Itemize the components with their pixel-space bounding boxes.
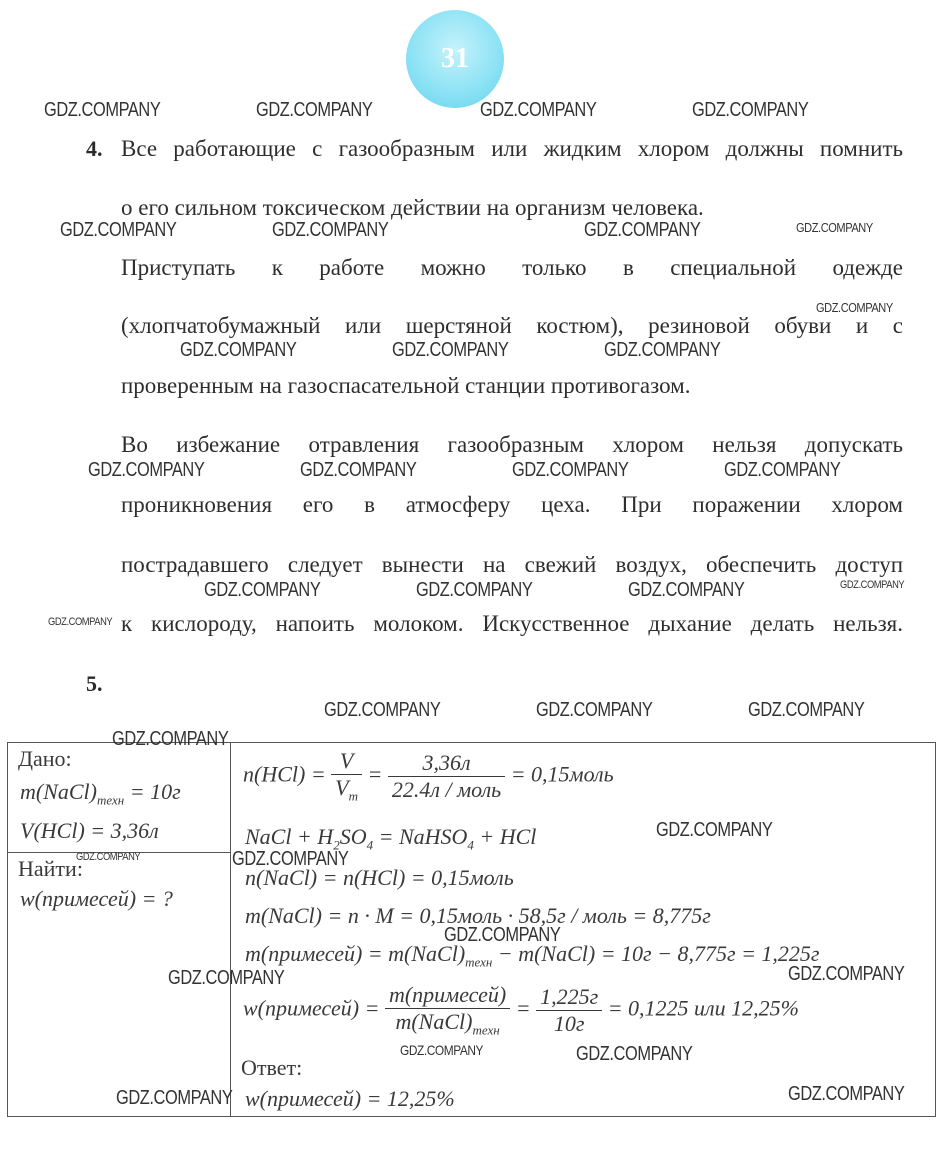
watermark: GDZ.COMPANY [584, 219, 701, 241]
equation-reaction: NaCl + $H_2SO_4$ = NaHSO$_4$ + HCl [245, 824, 537, 853]
equation-moles-hcl: n(HCl) = $\frac{V}{V_m}$ = $\frac{3,36л}{\text{22.4л / моль}}$ = 0,15моль [243, 748, 614, 804]
given-mass: $m(NaCl)_{техн} = 10г$ [20, 779, 181, 808]
watermark: GDZ.COMPANY [416, 579, 533, 601]
watermark: GDZ.COMPANY [232, 848, 349, 870]
watermark: GDZ.COMPANY [324, 699, 441, 721]
equation-moles-nacl: n(NaCl) = n(HCl) = 0,15моль [245, 865, 514, 890]
watermark: GDZ.COMPANY [168, 967, 285, 989]
task4-line-1: Все работающие с газообразным или жидким хлором должны помнить [121, 136, 903, 161]
equation-mass-fraction: w(примесей) = $\frac{\text{m(примесей)}}{m(NaCl)_{техн}}$ = $\frac{1,225г}{10г}$ = 0,1225 или 12,25% [243, 982, 799, 1038]
watermark: GDZ.COMPANY [512, 459, 629, 481]
watermark: GDZ.COMPANY [76, 851, 141, 863]
watermark: GDZ.COMPANY [204, 579, 321, 601]
watermark: GDZ.COMPANY [116, 1087, 233, 1109]
task4-line-4: (хлопчатобумажный или шерстяной костюм), резиновой обуви и с [121, 313, 903, 338]
task4-line-8: пострадавшего следует вынести на свежий воздух, обеспечить доступ [121, 552, 903, 577]
task5-number: 5. [86, 671, 103, 696]
find-label: Найти: [18, 856, 83, 881]
answer-label: Ответ: [241, 1055, 303, 1080]
task4-line-3: Приступать к работе можно только в специальной одежде [121, 255, 903, 280]
task4-line-9: к кислороду, напоить молоком. Искусственное дыхание делать нельзя. [121, 611, 903, 636]
watermark: GDZ.COMPANY [604, 339, 721, 361]
watermark: GDZ.COMPANY [392, 339, 509, 361]
task4-number: 4. [86, 136, 103, 161]
answer-value: w(примесей) = 12,25% [245, 1086, 455, 1111]
task4-line-6: Во избежание отравления газообразным хлором нельзя допускать [121, 432, 903, 457]
watermark: GDZ.COMPANY [180, 339, 297, 361]
watermark: GDZ.COMPANY [748, 699, 865, 721]
watermark: GDZ.COMPANY [272, 219, 389, 241]
page-number-badge: 31 [406, 10, 504, 108]
equation-mass-nacl: m(NaCl) = n · M = 0,15моль · 58,5г / моль = 8,775г [245, 903, 711, 928]
watermark: GDZ.COMPANY [796, 220, 873, 235]
table-vertical-divider [230, 742, 231, 1117]
watermark: GDZ.COMPANY [840, 579, 905, 591]
watermark: GDZ.COMPANY [300, 459, 417, 481]
task4-line-7: проникновения его в атмосферу цеха. При поражении хлором [121, 492, 903, 517]
task4-line-2: о его сильном токсическом действии на организм человека. [121, 195, 704, 220]
watermark: GDZ.COMPANY [576, 1043, 693, 1065]
watermark: GDZ.COMPANY [60, 219, 177, 241]
find-item: w(примесей) = ? [20, 886, 173, 911]
watermark: GDZ.COMPANY [48, 616, 113, 628]
given-volume: V(HCl) = 3,36л [20, 818, 159, 843]
watermark: GDZ.COMPANY [724, 459, 841, 481]
watermark: GDZ.COMPANY [656, 819, 773, 841]
watermark: GDZ.COMPANY [400, 1042, 484, 1058]
watermark: GDZ.COMPANY [444, 924, 561, 946]
equation-mass-impurities: m(примесей) = $m(NaCl)_{техн}$ − m(NaCl) = 10г − 8,775г = 1,225г [245, 941, 820, 970]
task4-line-5: проверенным на газоспасательной станции противогазом. [121, 373, 691, 398]
watermark: GDZ.COMPANY [256, 99, 373, 121]
watermark: GDZ.COMPANY [88, 459, 205, 481]
watermark: GDZ.COMPANY [788, 1083, 905, 1105]
watermark: GDZ.COMPANY [112, 728, 229, 750]
given-label: Дано: [18, 746, 72, 771]
watermark: GDZ.COMPANY [44, 99, 161, 121]
watermark: GDZ.COMPANY [536, 699, 653, 721]
watermark: GDZ.COMPANY [788, 963, 905, 985]
watermark: GDZ.COMPANY [480, 99, 597, 121]
watermark: GDZ.COMPANY [628, 579, 745, 601]
watermark: GDZ.COMPANY [816, 300, 893, 315]
watermark: GDZ.COMPANY [692, 99, 809, 121]
